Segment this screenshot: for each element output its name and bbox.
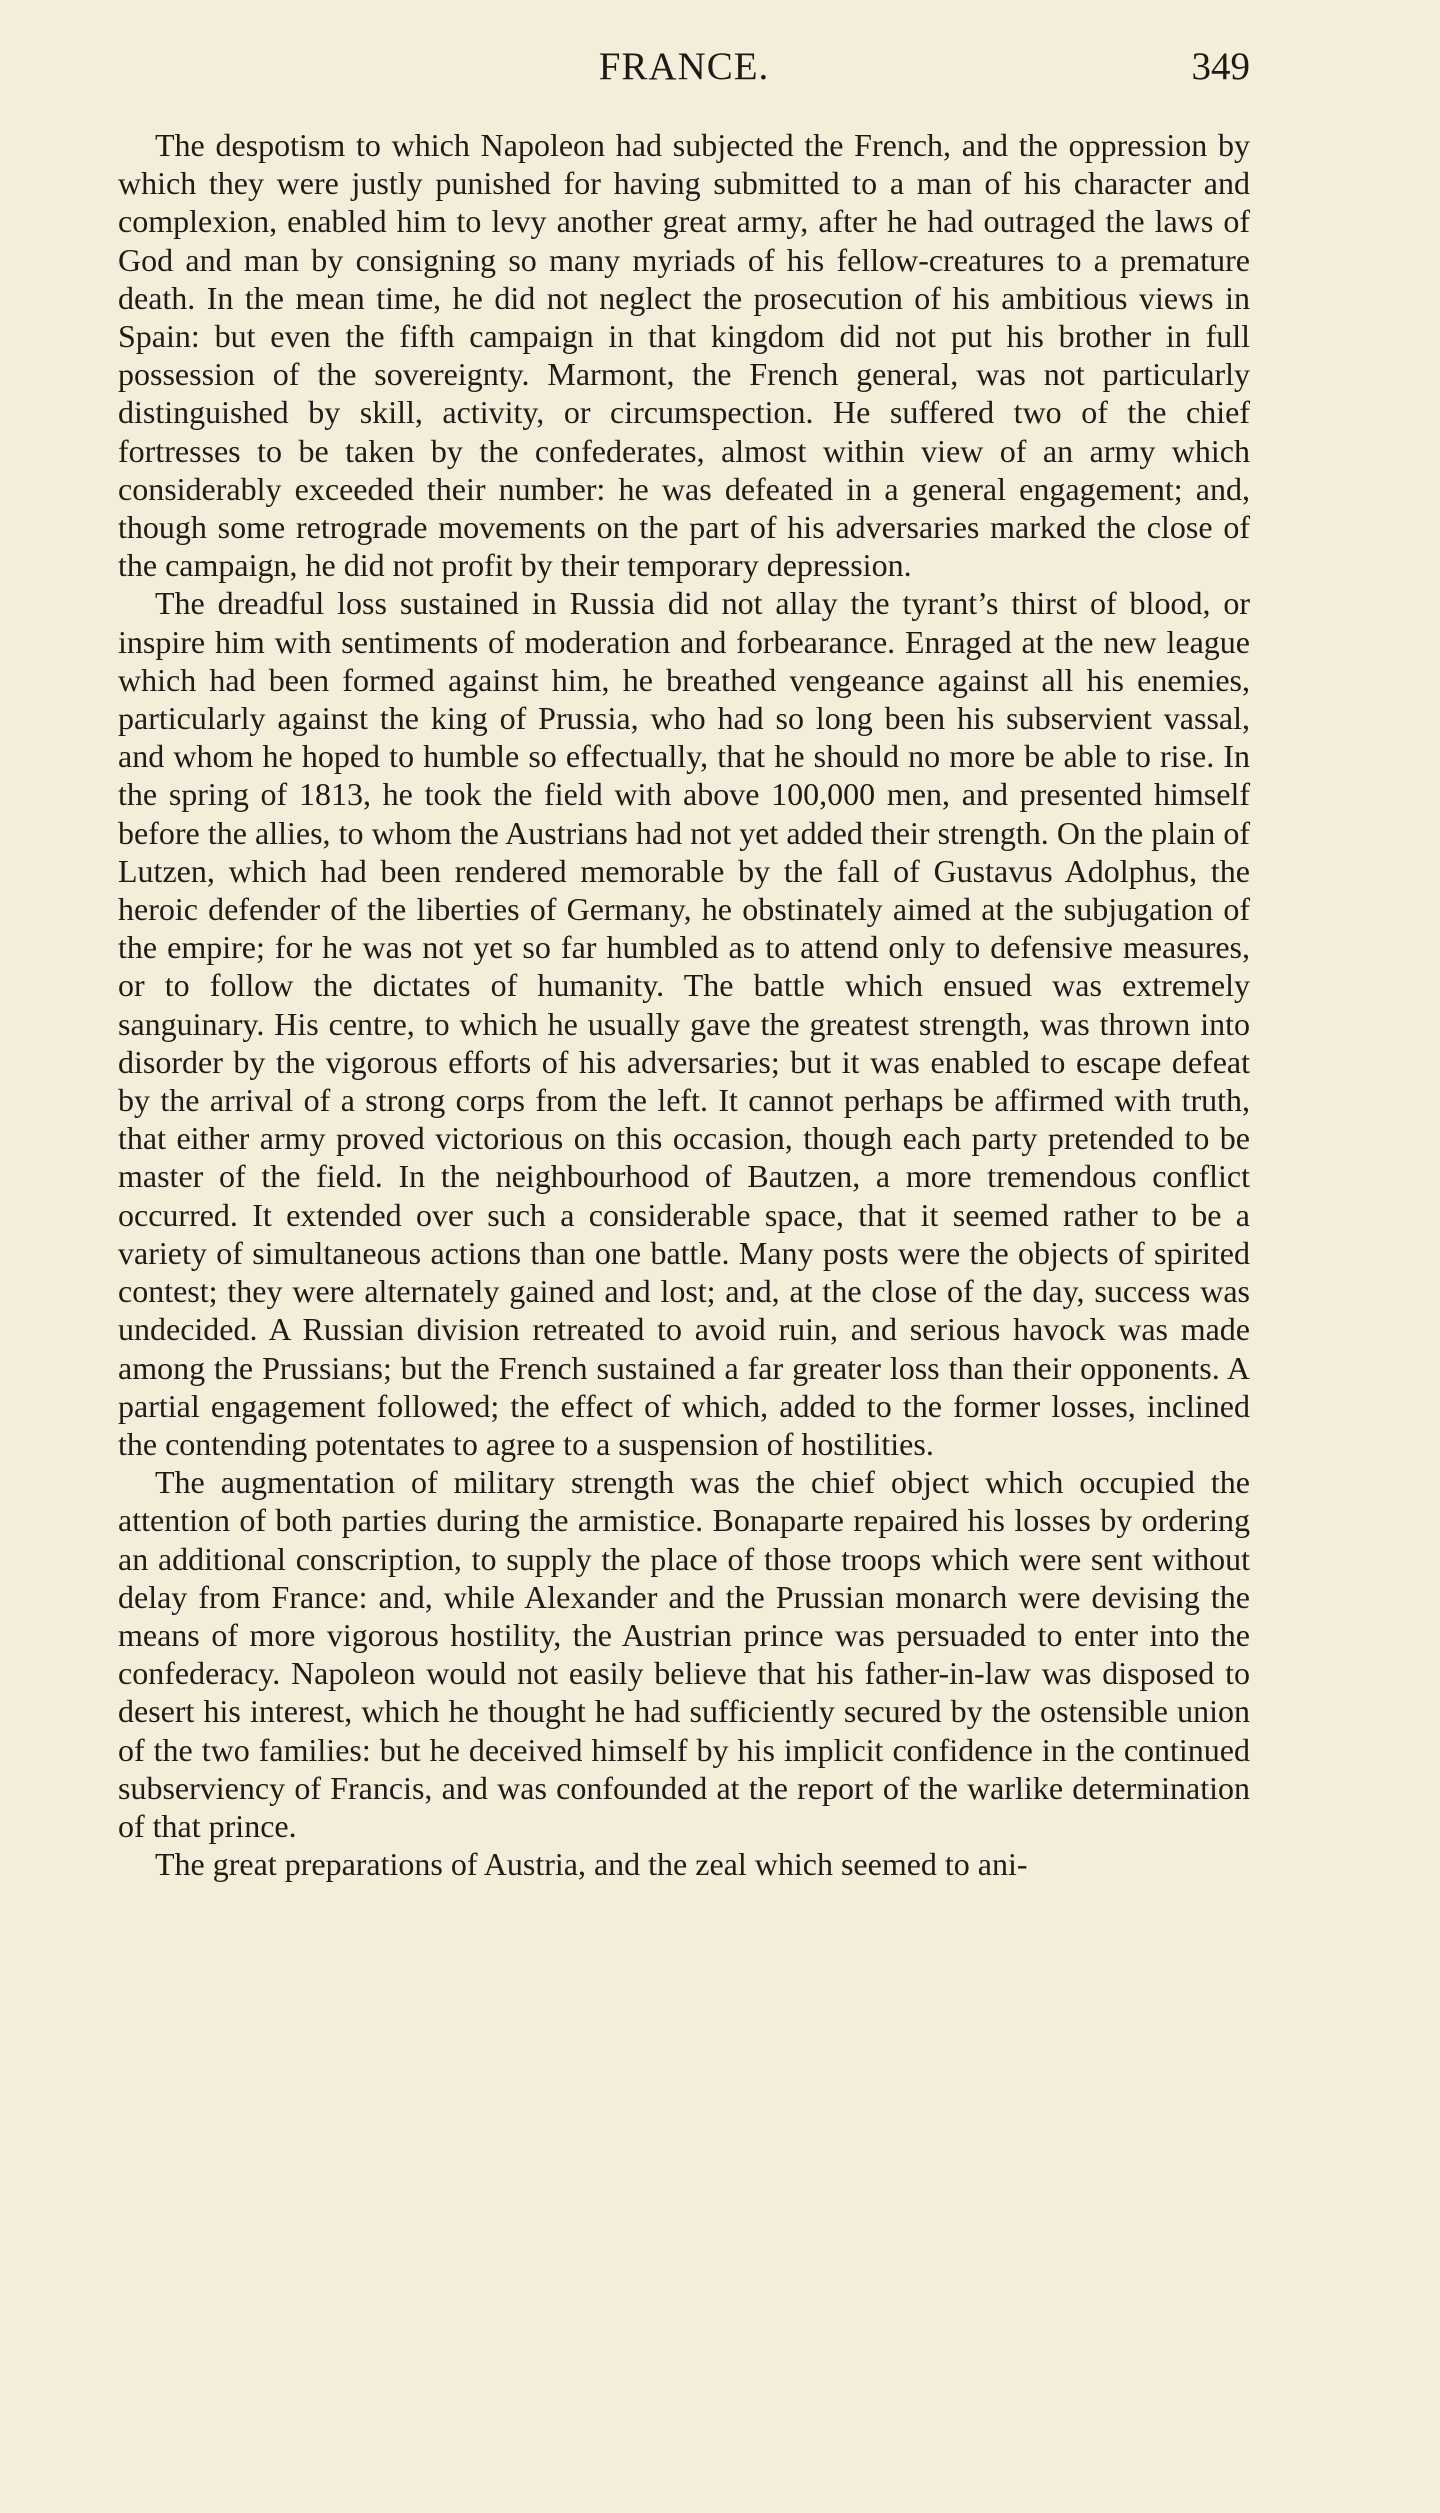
paragraph: The despotism to which Napoleon had subjected the French, and the oppression by which they were justly punished for having submitted to a man of his character and complexion, enabled him to levy another great army, after he had outraged the laws of God and man by consigning so many myriads of his fellow-creatures to a premature death. In the mean time, he did not neglect the prosecution of his ambitious views in Spain: but even the fifth campaign in that kingdom did not put his brother in full possession of the sovereignty. Marmont, the French general, was not particularly distinguished by skill, activity, or circumspection. He suffered two of the chief fortresses to be taken by the confederates, almost within view of an army which considerably exceeded their number: he was defeated in a general engagement; and, though some retrograde movements on the part of his adversaries marked the close of the campaign, he did not profit by their temporary depression.	[118, 127, 1250, 584]
running-title: FRANCE.	[598, 45, 770, 88]
paragraph: The great preparations of Austria, and the zeal which seemed to ani-	[155, 1846, 1028, 1883]
page-number: 349	[1191, 45, 1250, 88]
paragraph: The dreadful loss sustained in Russia did not allay the tyrant’s thirst of blood, or inspire him with sentiments of moderation and forbearance. Enraged at the new league which had been formed against him, he breathed vengeance against all his enemies, particularly against the king of Prussia, who had so long been his subservient vassal, and whom he hoped to humble so effectually, that he should no more be able to rise. In the spring of 1813, he took the field with above 100,000 men, and presented himself before the allies, to whom the Austrians had not yet added their strength. On the plain of Lutzen, which had been rendered memorable by the fall of Gustavus Adolphus, the heroic defender of the liberties of Germany, he obstinately aimed at the subjugation of the empire; for he was not yet so far humbled as to attend only to defensive measures, or to follow the dictates of humanity. The battle which ensued was extremely sanguinary. His centre, to which he usually gave the greatest strength, was thrown into disorder by the vigorous efforts of his adversaries; but it was enabled to escape defeat by the arrival of a strong corps from the left. It cannot perhaps be affirmed with truth, that either army proved victorious on this occasion, though each party pretended to be master of the field. In the neighbourhood of Bautzen, a more tremendous conflict occurred. It extended over such a considerable space, that it seemed rather to be a variety of simultaneous actions than one battle. Many posts were the objects of spirited contest; they were alternately gained and lost; and, at the close of the day, success was undecided. A Russian division retreated to avoid ruin, and serious havock was made among the Prussians; but the French sustained a far greater loss than their opponents. A partial engagement followed; the effect of which, added to the former losses, inclined the contending potentates to agree to a suspension of hostilities.	[118, 585, 1250, 1462]
body-text	[118, 126, 1250, 1883]
paragraph: The augmentation of military strength was the chief object which occupied the attention of both parties during the armistice. Bonaparte repaired his losses by ordering an additional conscription, to supply the place of those troops which were sent without delay from France: and, while Alexander and the Prussian monarch were devising the means of more vigorous hostility, the Austrian prince was persuaded to enter into the confederacy. Napoleon would not easily believe that his father-in-law was disposed to desert his interest, which he thought he had sufficiently secured by the ostensible union of the two families: but he deceived himself by his implicit confidence in the continued subserviency of Francis, and was confounded at the report of the warlike determination of that prince.	[118, 1464, 1250, 1844]
page-header	[118, 44, 1250, 94]
